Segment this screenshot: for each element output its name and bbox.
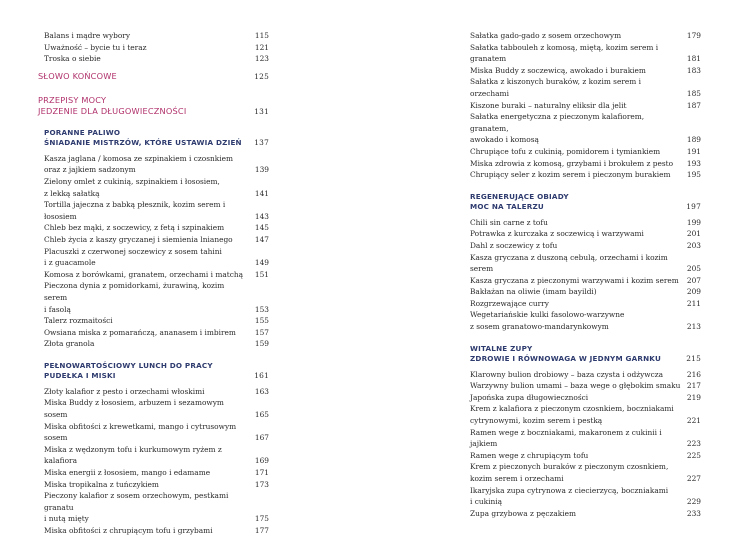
section-items-zupy bbox=[470, 369, 701, 520]
entry-page-number: 219 bbox=[686, 392, 701, 402]
entry-page-number: 229 bbox=[686, 497, 701, 507]
toc-entry[interactable] bbox=[470, 403, 701, 426]
entry-page-number: 183 bbox=[686, 65, 701, 75]
entry-title: Sałatka tabbouleh z komosą, miętą, kozim serem i granatem bbox=[470, 42, 659, 64]
entry-page-number: 169 bbox=[254, 456, 269, 466]
section-heading-poranne-paliwo[interactable] bbox=[44, 128, 269, 149]
toc-entry[interactable] bbox=[44, 315, 269, 327]
toc-entry[interactable] bbox=[470, 461, 701, 484]
entry-page-number: 155 bbox=[254, 316, 269, 326]
toc-entry[interactable] bbox=[470, 392, 701, 404]
toc-entry[interactable] bbox=[44, 234, 269, 246]
toc-entry[interactable] bbox=[470, 427, 701, 450]
entry-page-number: 167 bbox=[254, 433, 269, 443]
toc-entry[interactable] bbox=[44, 397, 269, 420]
toc-entry[interactable] bbox=[44, 444, 269, 467]
entry-page-number: 189 bbox=[686, 135, 701, 145]
toc-entry[interactable] bbox=[470, 508, 701, 520]
section-title: REGENERUJĄCE OBIADY MOC NA TALERZU bbox=[470, 191, 569, 212]
entry-title: Miska z wędzonym tofu i kurkumowym ryżem z kalafiora bbox=[44, 444, 222, 466]
section-heading-obiady[interactable] bbox=[470, 192, 701, 213]
section-heading-lunch[interactable] bbox=[44, 361, 269, 382]
toc-entry[interactable] bbox=[470, 100, 701, 112]
toc-entry[interactable] bbox=[470, 309, 701, 332]
entry-title: Kasza gryczana z pieczonymi warzywami i kozim serem bbox=[470, 275, 679, 285]
entry-page-number: 153 bbox=[254, 304, 269, 314]
toc-entry[interactable] bbox=[470, 217, 701, 229]
entry-page-number: 209 bbox=[686, 287, 701, 297]
entry-page-number: 121 bbox=[254, 42, 269, 52]
entry-title: Sałatka z kiszonych buraków, z kozim serem i orzechami bbox=[470, 77, 641, 98]
toc-entry[interactable] bbox=[44, 327, 269, 339]
entry-title: Chrupiące tofu z cukinią, pomidorem i tymiankiem bbox=[470, 146, 661, 156]
entry-title: Kasza jaglana / komosa ze szpinakiem i czosnkiem oraz z jajkiem sadzonym bbox=[44, 153, 233, 175]
toc-entry[interactable] bbox=[470, 369, 701, 381]
entry-title: Komosa z borówkami, granatem, orzechami i matchą bbox=[44, 269, 244, 279]
toc-entry[interactable] bbox=[470, 228, 701, 240]
entry-page-number: 163 bbox=[254, 386, 269, 396]
entry-title: Sałatka energetyczna z pieczonym kalafiorem, granatem, awokado i komosą bbox=[470, 112, 645, 145]
left-top-entries bbox=[38, 30, 269, 65]
right-toc-column bbox=[470, 30, 701, 519]
toc-entry[interactable] bbox=[470, 380, 701, 392]
entry-title: Miska obfitości z chrupiącym tofu i grzybami bbox=[44, 526, 213, 535]
heading-title: SŁOWO KOŃCOWE bbox=[38, 70, 117, 81]
section-page-number: 197 bbox=[686, 202, 701, 212]
toc-entry[interactable] bbox=[44, 386, 269, 398]
entry-page-number: 199 bbox=[686, 217, 701, 227]
toc-entry[interactable] bbox=[470, 42, 701, 65]
entry-page-number: 216 bbox=[686, 369, 701, 379]
entry-page-number: 195 bbox=[686, 170, 701, 180]
entry-title: Zupa grzybowa z pęczakiem bbox=[470, 508, 576, 518]
entry-page-number: 221 bbox=[686, 416, 701, 426]
entry-page-number: 175 bbox=[254, 514, 269, 524]
toc-entry[interactable] bbox=[44, 53, 269, 65]
section-page-number: 215 bbox=[686, 354, 701, 364]
section-title: WITALNE ZUPY ZDROWIE I RÓWNOWAGA W JEDNYM GARNKU bbox=[470, 343, 661, 364]
entry-page-number: 185 bbox=[686, 88, 701, 98]
toc-entry[interactable] bbox=[470, 169, 701, 181]
entry-page-number: 213 bbox=[686, 322, 701, 332]
entry-page-number: 143 bbox=[254, 211, 269, 221]
entry-title: Japońska zupa długowieczności bbox=[470, 392, 589, 402]
entry-page-number: 165 bbox=[254, 410, 269, 420]
entry-title: Kasza gryczana z duszoną cebulą, orzechami i kozim serem bbox=[470, 252, 668, 274]
entry-title: Pieczony kalafior z sosem orzechowym, pestkami granatu i nutą mięty bbox=[44, 491, 229, 524]
entry-title: Bakłażan na oliwie (imam bayildi) bbox=[470, 287, 597, 297]
entry-title: Ramen wege z boczniakami, makaronem z cukinii i jajkiem bbox=[470, 427, 662, 449]
toc-entry[interactable] bbox=[470, 30, 701, 42]
entry-title: Ikaryjska zupa cytrynowa z ciecierzycą, boczniakami i cukinią bbox=[470, 485, 669, 507]
section-items-obiady bbox=[470, 217, 701, 333]
entry-title: Chleb bez mąki, z soczewicy, z fetą i szpinakiem bbox=[44, 223, 225, 233]
entry-title: Miska energii z łososiem, mango i edamame bbox=[44, 468, 211, 478]
entry-title: Balans i mądre wybory bbox=[44, 31, 131, 40]
toc-entry[interactable] bbox=[470, 275, 701, 287]
toc-entry[interactable] bbox=[44, 525, 269, 537]
toc-entry[interactable] bbox=[470, 252, 701, 275]
entry-title: Kiszone buraki – naturalny eliksir dla jelit bbox=[470, 100, 627, 110]
entry-page-number: 115 bbox=[254, 31, 269, 40]
entry-page-number: 207 bbox=[686, 275, 701, 285]
entry-title: Chleb życia z kaszy gryczanej i siemienia lnianego bbox=[44, 234, 233, 244]
toc-entry[interactable] bbox=[44, 490, 269, 525]
toc-heading-przepisy-mocy[interactable] bbox=[38, 95, 269, 117]
entry-title: Zielony omlet z cukinią, szpinakiem i łososiem, z lekką sałatką bbox=[44, 176, 220, 198]
entry-title: Troska o siebie bbox=[44, 54, 101, 64]
toc-entry[interactable] bbox=[470, 450, 701, 462]
entry-page-number: 191 bbox=[686, 146, 701, 156]
toc-entry[interactable] bbox=[470, 158, 701, 170]
entry-page-number: 123 bbox=[254, 54, 269, 64]
section-items-poranne-paliwo bbox=[44, 153, 269, 350]
toc-entry[interactable] bbox=[44, 153, 269, 176]
heading-page-number: 131 bbox=[254, 106, 269, 116]
entry-page-number: 201 bbox=[686, 229, 701, 239]
entry-page-number: 217 bbox=[686, 381, 701, 391]
entry-title: Uważność – bycie tu i teraz bbox=[44, 42, 147, 52]
entry-title: Klarowny bulion drobiowy – baza czysta i odżywcza bbox=[470, 369, 664, 379]
toc-entry[interactable] bbox=[470, 286, 701, 298]
entry-page-number: 151 bbox=[254, 269, 269, 279]
section-items-lunch bbox=[44, 386, 269, 537]
entry-page-number: 179 bbox=[686, 31, 701, 40]
entry-page-number: 141 bbox=[254, 188, 269, 198]
entry-page-number: 187 bbox=[686, 100, 701, 110]
heading-page-number: 125 bbox=[254, 71, 269, 81]
entry-page-number: 173 bbox=[254, 479, 269, 489]
toc-entry[interactable] bbox=[44, 280, 269, 315]
entry-title: Miska zdrowia z komosą, grzybami i brokułem z pesto bbox=[470, 158, 674, 168]
entry-title: Placuszki z czerwonej soczewicy z sosem tahini i z guacamole bbox=[44, 246, 222, 268]
entry-page-number: 181 bbox=[686, 54, 701, 64]
right-page bbox=[365, 0, 730, 520]
entry-title: Tortilla jajeczna z babką płesznik, kozim serem i łososiem bbox=[44, 200, 226, 221]
entry-page-number: 227 bbox=[686, 474, 701, 483]
right-top-items bbox=[470, 30, 701, 181]
entry-title: Sałatka gado-gado z sosem orzechowym bbox=[470, 31, 622, 40]
entry-page-number: 147 bbox=[254, 234, 269, 244]
entry-page-number: 177 bbox=[254, 526, 269, 535]
toc-entry[interactable] bbox=[470, 298, 701, 310]
entry-page-number: 205 bbox=[686, 264, 701, 274]
entry-page-number: 149 bbox=[254, 258, 269, 268]
entry-title: Rozgrzewające curry bbox=[470, 298, 549, 308]
toc-entry[interactable] bbox=[44, 338, 269, 350]
toc-entry[interactable] bbox=[44, 467, 269, 479]
entry-title: Krem z pieczonych buraków z pieczonym czosnkiem, kozim serem i orzechami bbox=[470, 462, 669, 483]
entry-page-number: 159 bbox=[254, 339, 269, 349]
entry-title: Wegetariańskie kulki fasolowo-warzywne z sosem granatowo-mandarynkowym bbox=[470, 310, 625, 332]
toc-entry[interactable] bbox=[44, 479, 269, 491]
entry-title: Krem z kalafiora z pieczonym czosnkiem, boczniakami cytrynowymi, kozim serem i pestką bbox=[470, 404, 674, 426]
toc-entry[interactable] bbox=[44, 269, 269, 281]
entry-title: Złoty kalafior z pesto i orzechami włoskimi bbox=[44, 386, 205, 396]
left-page bbox=[0, 0, 365, 535]
entry-title: Miska Buddy z łososiem, arbuzem i sezamowym sosem bbox=[44, 398, 224, 420]
entry-page-number: 157 bbox=[254, 327, 269, 337]
entry-page-number: 171 bbox=[254, 468, 269, 478]
toc-entry[interactable] bbox=[470, 76, 701, 99]
entry-page-number: 211 bbox=[686, 298, 701, 308]
entry-page-number: 233 bbox=[686, 508, 701, 518]
entry-page-number: 223 bbox=[686, 439, 701, 449]
entry-title: Chrupiący seler z kozim serem i pieczonym burakiem bbox=[470, 170, 671, 180]
left-toc-column bbox=[38, 30, 269, 537]
entry-title: Pieczona dynia z pomidorkami, żurawiną, kozim serem i fasolą bbox=[44, 281, 225, 314]
section-title: PORANNE PALIWO ŚNIADANIE MISTRZÓW, KTÓRE USTAWIA DZIEŃ bbox=[44, 127, 242, 148]
toc-entry[interactable] bbox=[44, 30, 269, 42]
entry-title: Owsiana miska z pomarańczą, ananasem i imbirem bbox=[44, 327, 236, 337]
toc-entry[interactable] bbox=[44, 176, 269, 199]
toc-entry[interactable] bbox=[470, 65, 701, 77]
entry-title: Chili sin carne z tofu bbox=[470, 217, 548, 227]
entry-page-number: 203 bbox=[686, 240, 701, 250]
section-title: PEŁNOWARTOŚCIOWY LUNCH DO PRACY PUDEŁKA I MISKI bbox=[44, 360, 213, 381]
entry-title: Potrawka z kurczaka z soczewicą i warzywami bbox=[470, 229, 644, 239]
toc-entry[interactable] bbox=[470, 146, 701, 158]
entry-page-number: 225 bbox=[686, 450, 701, 460]
entry-title: Miska tropikalna z tuńczykiem bbox=[44, 479, 159, 489]
entry-page-number: 145 bbox=[254, 223, 269, 233]
entry-title: Warzywny bulion umami – baza wege o głębokim smaku bbox=[470, 381, 681, 391]
toc-entry[interactable] bbox=[44, 246, 269, 269]
toc-entry[interactable] bbox=[470, 485, 701, 508]
toc-entry[interactable] bbox=[44, 42, 269, 54]
toc-heading-slowo-koncowe[interactable] bbox=[38, 71, 269, 82]
entry-title: Ramen wege z chrupiącym tofu bbox=[470, 450, 589, 460]
entry-title: Złota granola bbox=[44, 339, 95, 349]
entry-title: Talerz rozmaitości bbox=[44, 316, 113, 326]
toc-entry[interactable] bbox=[470, 111, 701, 146]
toc-entry[interactable] bbox=[44, 199, 269, 222]
toc-entry[interactable] bbox=[470, 240, 701, 252]
entry-title: Miska obfitości z krewetkami, mango i cytrusowym sosem bbox=[44, 421, 237, 443]
section-heading-zupy[interactable] bbox=[470, 344, 701, 365]
toc-entry[interactable] bbox=[44, 222, 269, 234]
heading-title: PRZEPISY MOCY JEDZENIE DLA DŁUGOWIECZNOŚCI bbox=[38, 94, 187, 116]
toc-entry[interactable] bbox=[44, 421, 269, 444]
entry-page-number: 193 bbox=[686, 158, 701, 168]
entry-page-number: 139 bbox=[254, 165, 269, 175]
section-page-number: 161 bbox=[254, 371, 269, 381]
section-page-number: 137 bbox=[254, 138, 269, 148]
entry-title: Dahl z soczewicy z tofu bbox=[470, 240, 558, 250]
entry-title: Miska Buddy z soczewicą, awokado i burakiem bbox=[470, 65, 646, 75]
